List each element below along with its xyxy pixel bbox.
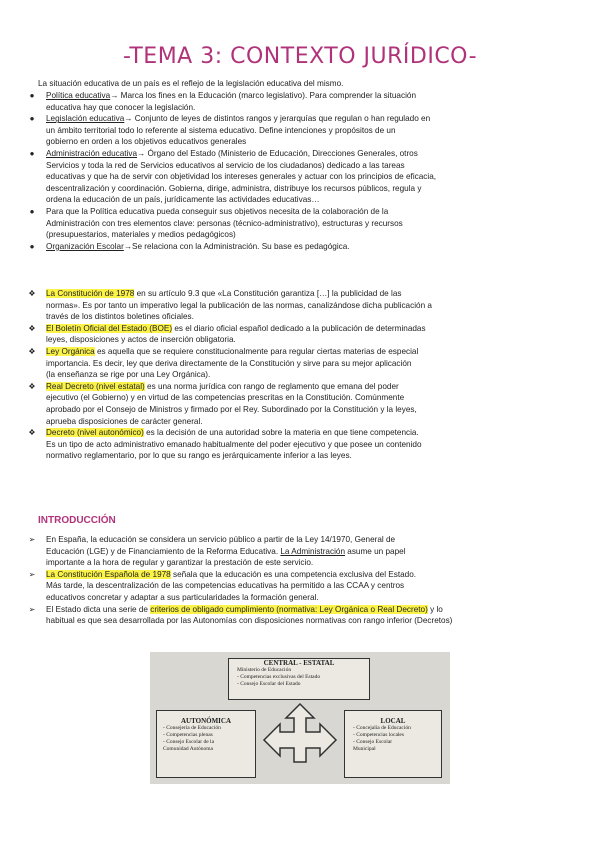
item-line: Administración con tres elementos clave: personas (técnico-administrativo), estructuras y recursos (46, 218, 403, 228)
item-text: Para que la Política educativa pueda conseguir sus objetivos necesita de la colaboración de la (46, 207, 389, 216)
item-line: aprueba disposiciones de carácter general. (46, 416, 203, 426)
highlighted-term: Real Decreto (nivel estatal) (46, 381, 145, 391)
item-line: leyes, disposiciones y actos de inserción obligatoria. (46, 335, 236, 345)
list-item (20, 381, 580, 427)
autonomica-line: - Consejería de Educación (163, 725, 221, 731)
central-box (228, 658, 370, 700)
three-way-arrow-icon (262, 702, 338, 776)
autonomica-title: AUTONÓMICA (180, 717, 232, 725)
item-line: ejecutivo (el Gobierno) y en virtud de las competencias prescritas en la Constitución. Comúnmente (46, 393, 405, 403)
highlighted-term: La Constitución Española de 1978 (46, 569, 171, 579)
item-line: educativas y que ha de servir con objetividad los intereses generales y actuar con los principios de eficacia, (46, 172, 437, 182)
item-text: en su artículo 9.3 que «La Constitución garantiza […] la publicidad de las (134, 289, 402, 298)
item-first-line (46, 288, 580, 300)
bullet-icon: ● (29, 91, 35, 100)
highlighted-term: criterios de obligado cumplimiento (normativa: Ley Orgánica o Real Decreto) (150, 604, 428, 614)
item-text: habitual es que sea desarrollada por las Autonomías con disposiciones normativas con rango inferior (Decretos) (46, 616, 453, 626)
item-first-line (46, 90, 580, 102)
item-first-line (46, 323, 580, 335)
diamond-bullet-icon: ❖ (28, 428, 36, 438)
arrow-bullet-icon: ➢ (28, 604, 36, 614)
item-line (46, 592, 580, 604)
item-text: y lo (427, 604, 443, 614)
item-first-line (46, 346, 580, 358)
item-line: educativa hay que conocer la legislación. (46, 102, 196, 112)
item-line (46, 615, 580, 627)
autonomica-line: - Competencias plenas (163, 732, 213, 738)
diamond-bullet-icon: ❖ (28, 347, 36, 356)
item-line: importancia. Es decir, ley que deriva directamente de la Constitución y sirve para su mejor aplicación (46, 358, 412, 368)
local-line: - Competencias locales (353, 732, 405, 738)
item-first-line (46, 148, 580, 160)
item-text: educativos concretar y adaptar a sus particularidades la formación general. (46, 592, 319, 602)
diamond-bullet-icon: ❖ (28, 381, 36, 391)
arrow-bullet-icon: ➢ (28, 569, 36, 579)
item-text: señala que la educación es una competencia exclusiva del Estado. (170, 569, 417, 579)
bullet-icon: ● (29, 241, 35, 251)
item-first-line (46, 381, 580, 393)
item-first-line (46, 569, 580, 581)
autonomica-box (156, 710, 256, 778)
diamond-bullet-icon: ❖ (28, 323, 36, 333)
item-line: normativo reglamentario, por lo que su rango es jerárquicamente inferior a las leyes. (46, 451, 352, 461)
item-line: normas». Es por tanto un imperativo legal la publicación de las normas, canalizándose dicha publicación a (46, 300, 432, 310)
item-text: El Estado dicta una serie de (46, 604, 151, 614)
highlighted-term: El Boletín Oficial del Estado (BOE) (46, 323, 173, 333)
list-item (20, 323, 580, 346)
item-text: → Marca los fines en la Educación (marco legislativo). Para comprender la situación (110, 91, 416, 100)
item-first-line (46, 206, 580, 218)
item-term: Legislación educativa (46, 114, 125, 124)
highlighted-term: Ley Orgánica (46, 347, 95, 356)
bullet-icon: ● (29, 207, 35, 216)
local-line: Municipal (353, 746, 376, 752)
list-item (20, 148, 580, 206)
item-text: Educación (LGE) y de Financiamiento de la Reforma Educativa. (46, 546, 281, 556)
item-first-line (46, 113, 580, 125)
bullet-icon: ● (29, 114, 35, 124)
item-text: → Conjunto de leyes de distintos rangos y jerarquías que regulan o han regulado en (124, 114, 431, 124)
local-title: LOCAL (380, 717, 406, 725)
list-item (20, 241, 580, 253)
item-term: Organización Escolar (46, 241, 124, 251)
item-line: importante a la hora de regular y garantizar la prestación de este servicio. (46, 558, 314, 568)
item-text: → Órgano del Estado (Ministerio de Educación, Direcciones Generales, otros (137, 149, 418, 158)
item-line: (presupuestarios, materiales y medios pedagógicos) (46, 230, 236, 240)
list-item (20, 206, 580, 241)
highlighted-term: Decreto (nivel autonómico) (46, 428, 144, 438)
item-line: (la enseñanza se rige por una Ley Orgánica). (46, 370, 211, 380)
list-item (20, 604, 580, 627)
section-title: INTRODUCCIÓN (38, 515, 116, 526)
item-first-line (46, 241, 580, 253)
bullet-icon: ● (29, 149, 35, 158)
local-line: - Concejalía de Educación (353, 725, 411, 731)
list-item (20, 569, 580, 604)
item-line: descentralización y coordinación. Gobierna, dirige, administra, distribuye los recursos públicos, regula y (46, 183, 422, 193)
central-line: Ministerio de Educación (237, 667, 292, 673)
item-first-line (46, 427, 580, 439)
underlined-term: La Administración (280, 546, 345, 556)
item-text: es la decisión de una autoridad sobre la materia en que tiene competencia. (143, 428, 419, 438)
item-first-line (46, 604, 580, 616)
item-line: Es un tipo de acto administrativo emanado habitualmente del poder ejecutivo y que posee un contenido (46, 439, 422, 449)
list-item (20, 113, 580, 148)
item-text: En España, la educación se considera un servicio público a partir de la Ley 14/1970, General de (46, 535, 396, 544)
list-item (20, 90, 580, 113)
list-item (20, 534, 580, 569)
item-line: Servicios y toda la red de Servicios educativos al servicio de los ciudadanos) dedicado a las tareas (46, 160, 405, 170)
central-line: - Competencias exclusivas del Estado (237, 674, 321, 680)
item-text: asume un papel (345, 546, 406, 556)
item-line: ordena la educación de un país, jurídicamente las actividades educativas… (46, 195, 320, 205)
local-box (344, 710, 442, 778)
item-line: gobierno en orden a los objetivos educativos generales (46, 137, 247, 147)
competences-diagram (150, 652, 450, 784)
item-text: es una norma jurídica con rango de reglamento que emana del poder (144, 381, 399, 391)
list-item (20, 288, 580, 323)
item-term: Política educativa (46, 91, 111, 100)
autonomica-line: Comunidad Autónoma (163, 746, 213, 752)
local-line: - Consejo Escolar (353, 739, 393, 745)
item-text: →Se relaciona con la Administración. Su base es pedagógica. (123, 241, 350, 251)
item-line: un ámbito territorial todo lo referente al sistema educativo. Define intenciones y propósitos de un (46, 125, 396, 135)
item-line: través de los distintos boletines oficiales. (46, 312, 194, 322)
item-text: es aquella que se requiere constitucionalmente para regular ciertas materias de especial (94, 347, 419, 356)
autonomica-line: - Consejo Escolar de la (163, 739, 215, 745)
diamond-bullet-icon: ❖ (28, 289, 36, 298)
item-line: aprobado por el Consejo de Ministros y firmado por el Rey. Subordinado por la Constitución y la leyes, (46, 404, 417, 414)
page-title: -TEMA 3: CONTEXTO JURÍDICO- (122, 44, 478, 69)
intro-line: La situación educativa de un país es el reflejo de la legislación educativa del mismo. (38, 79, 344, 88)
item-line (46, 546, 580, 558)
highlighted-term: La Constitución de 1978 (46, 289, 135, 298)
central-line: - Consejo Escolar del Estado (237, 681, 301, 687)
list-item (20, 427, 580, 462)
item-text: es el diario oficial español dedicado a la publicación de determinadas (172, 323, 426, 333)
list-item (20, 346, 580, 381)
item-first-line (46, 534, 580, 546)
arrow-bullet-icon: ➢ (28, 535, 36, 544)
item-text: Más tarde, la descentralización de las competencias educativas ha permitido a las CCAA y centros (46, 581, 405, 591)
item-line (46, 580, 580, 592)
central-title: CENTRAL - ESTATAL (263, 659, 335, 667)
item-term: Administración educativa (46, 149, 138, 158)
